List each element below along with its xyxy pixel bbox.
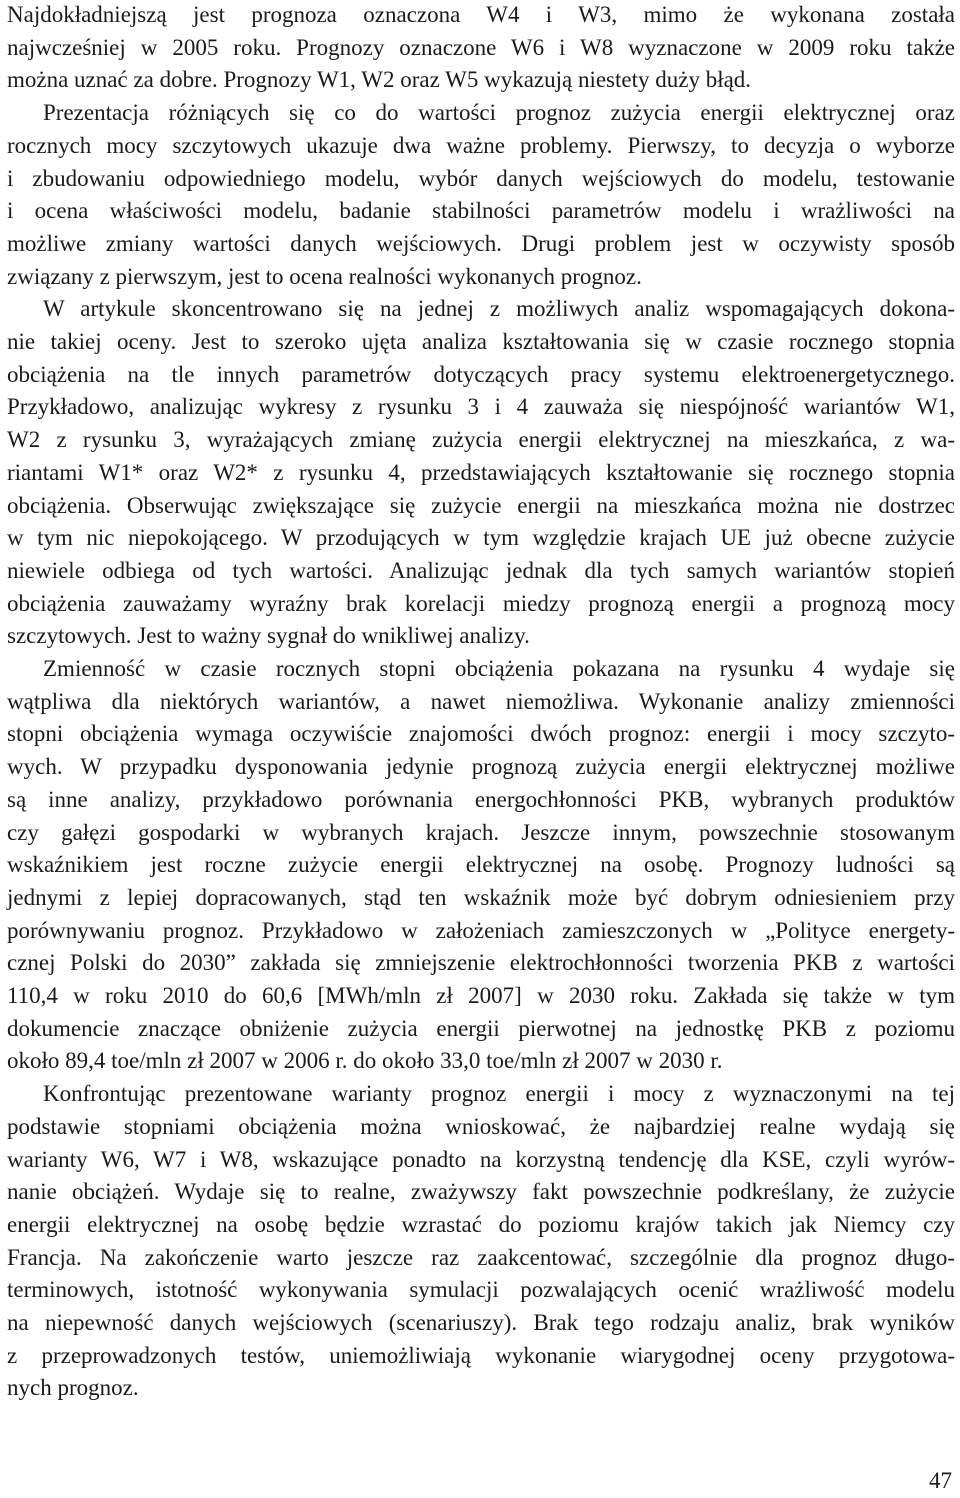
- text-line: na niepewność danych wejściowych (scenariuszy). Brak tego rodzaju analiz, brak wyników: [7, 1310, 955, 1335]
- text-line: wych. W przypadku dysponowania jedynie prognozą zużycia energii elektrycznej możliwe: [7, 754, 955, 780]
- text-line: najwcześniej w 2005 roku. Prognozy oznaczone W6 i W8 wyznaczone w 2009 roku także: [7, 34, 955, 60]
- text-line: jednymi z lepiej dopracowanych, stąd ten wskaźnik może być dobrym odniesieniem przy: [7, 884, 955, 910]
- text-line: związany z pierwszym, jest to ocena realności wykonanych prognoz.: [7, 263, 642, 289]
- text-line: energii elektrycznej na osobę będzie wzrastać do poziomu krajów takich jak Niemcy czy: [7, 1211, 955, 1237]
- text-line: rocznych mocy szczytowych ukazuje dwa ważne problemy. Pierwszy, to decyzja o wyborze: [7, 132, 955, 158]
- text-line: terminowych, istotność wykonywania symulacji pozwalających ocenić wrażliwość modelu: [7, 1277, 955, 1303]
- text-line: obciążenia. Obserwując zwiększające się zużycie energii na mieszkańca można nie dostrzec: [7, 492, 955, 518]
- text-line: Przykładowo, analizując wykresy z rysunku 3 i 4 zauważa się niespójność wariantów W1,: [7, 394, 955, 420]
- text-line: riantami W1* oraz W2* z rysunku 4, przedstawiających kształtowanie się rocznego stopnia: [7, 459, 955, 485]
- text-line: można uznać za dobre. Prognozy W1, W2 oraz W5 wykazują niestety duży błąd.: [7, 67, 752, 93]
- text-line: warianty W6, W7 i W8, wskazujące ponadto na korzystną tendencję dla KSE, czyli wyrów-: [7, 1146, 955, 1172]
- text-line: nanie obciążeń. Wydaje się to realne, zważywszy fakt powszechnie podkreślany, że zużycie: [7, 1179, 955, 1205]
- paragraph-first-line: Zmienność w czasie rocznych stopni obciążenia pokazana na rysunku 4 wydaje się: [43, 656, 955, 681]
- text-line: dokumencie znaczące obniżenie zużycia energii pierwotnej na jednostkę PKB z poziomu: [7, 1015, 955, 1041]
- text-line: szczytowych. Jest to ważny sygnał do wnikliwej analizy.: [7, 623, 530, 649]
- text-line: czy gałęzi gospodarki w wybranych krajach. Jeszcze innym, powszechnie stosowanym: [7, 819, 955, 845]
- text-line: są inne analizy, przykładowo porównania energochłonności PKB, wybranych produktów: [7, 786, 955, 812]
- text-line: Francja. Na zakończenie warto jeszcze raz zaakcentować, szczególnie dla prognoz długo-: [7, 1244, 955, 1270]
- text-line: i ocena właściwości modelu, badanie stabilności parametrów modelu i wrażliwości na: [7, 198, 955, 224]
- text-line: w tym nic niepokojącego. W przodujących w tym względzie krajach UE już obecne zużycie: [7, 525, 955, 551]
- paragraph-first-line: Konfrontując prezentowane warianty prognoz energii i mocy z wyznaczonymi na tej: [43, 1081, 955, 1107]
- paragraph-first-line: Prezentacja różniących się co do wartości prognoz zużycia energii elektrycznej oraz: [43, 100, 955, 126]
- page-number: 47: [929, 1468, 952, 1493]
- text-line: W2 z rysunku 3, wyrażających zmianę zużycia energii elektrycznej na mieszkańca, z wa-: [7, 427, 955, 453]
- paragraph-first-line: W artykule skoncentrowano się na jednej z możliwych analiz wspomagających dokona-: [43, 296, 955, 322]
- text-line: 110,4 w roku 2010 do 60,6 [MWh/mln zł 2007] w 2030 roku. Zakłada się także w tym: [7, 983, 955, 1008]
- text-line: możliwe zmiany wartości danych wejściowych. Drugi problem jest w oczywisty sposób: [7, 230, 955, 256]
- text-line: stopni obciążenia wymaga oczywiście znajomości dwóch prognoz: energii i mocy szczyto-: [7, 721, 955, 747]
- text-line: z przeprowadzonych testów, uniemożliwiają wykonanie wiarygodnej oceny przygotowa-: [7, 1342, 955, 1368]
- text-line: niewiele odbiega od tych wartości. Analizując jednak dla tych samych wariantów stopień: [7, 557, 955, 583]
- text-line: podstawie stopniami obciążenia można wnioskować, że najbardziej realne wydają się: [7, 1113, 955, 1139]
- text-line: wątpliwa dla niektórych wariantów, a nawet niemożliwa. Wykonanie analizy zmienności: [7, 688, 955, 714]
- text-line: i zbudowaniu odpowiedniego modelu, wybór danych wejściowych do modelu, testowanie: [7, 165, 955, 191]
- text-line: nie takiej oceny. Jest to szeroko ujęta analiza kształtowania się w czasie rocznego stopnia: [7, 329, 955, 354]
- text-line: wskaźnikiem jest roczne zużycie energii elektrycznej na osobę. Prognozy ludności są: [7, 852, 955, 878]
- text-line: obciążenia zauważamy wyraźny brak korelacji miedzy prognozą energii a prognozą mocy: [7, 590, 955, 616]
- text-line: cznej Polski do 2030” zakłada się zmniejszenie elektrochłonności tworzenia PKB z wartości: [7, 950, 955, 976]
- text-line: około 89,4 toe/mln zł 2007 w 2006 r. do około 33,0 toe/mln zł 2007 w 2030 r.: [7, 1048, 723, 1074]
- text-line: nych prognoz.: [7, 1375, 139, 1401]
- text-line: Najdokładniejszą jest prognoza oznaczona W4 i W3, mimo że wykonana została: [7, 2, 955, 27]
- text-line: obciążenia na tle innych parametrów dotyczących pracy systemu elektroenergetycznego.: [7, 361, 955, 387]
- text-line: porównywaniu prognoz. Przykładowo w założeniach zamieszczonych w „Polityce energety-: [7, 917, 955, 943]
